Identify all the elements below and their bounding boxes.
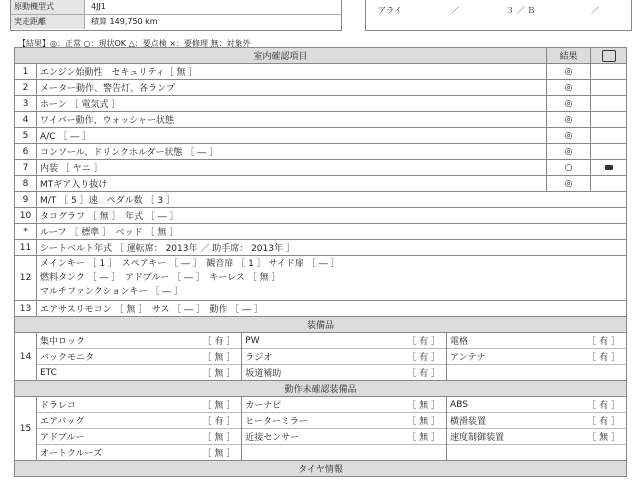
clipboard-header xyxy=(591,48,627,64)
row-text: メーター動作、警告灯、各ランプ xyxy=(37,80,547,96)
row-text: コンソール、ドリンクホルダー状態 ［ ― ］ xyxy=(37,144,547,160)
row-result: ◎ xyxy=(547,144,591,160)
row-text: ワイパー動作、ウォッシャー状態 xyxy=(37,112,547,128)
tire-header: タイヤ情報 xyxy=(15,461,627,477)
grid-item-name: エアバッグ xyxy=(37,413,174,429)
interior-row xyxy=(15,96,627,112)
alignment-label: アライ xyxy=(378,6,402,15)
grid-row xyxy=(37,429,626,445)
row-mark xyxy=(591,144,627,160)
row-mark xyxy=(591,176,627,192)
row-num: 10 xyxy=(15,208,37,224)
grid-item-value: ［ 無 ］ xyxy=(563,429,626,445)
grid-item-value xyxy=(563,365,626,381)
alignment-b: ３ ／ Ｂ xyxy=(506,6,536,15)
equipment-grid xyxy=(37,333,626,380)
inspection-table xyxy=(14,47,627,477)
row-num: 9 xyxy=(15,192,37,208)
row-text: タコグラフ ［ 無 ］ 年式 ［ ― ］ xyxy=(37,208,627,224)
grid-item-name: 横滑装置 xyxy=(447,413,563,429)
row-result: ○ xyxy=(547,160,591,176)
grid-item-value: ［ 有 ］ xyxy=(587,401,621,411)
grid-item-value xyxy=(563,445,626,461)
unverified-grid xyxy=(37,397,626,460)
keys-line-3: マルチファンクションキー ［ ― ］ xyxy=(40,287,184,297)
interior-row xyxy=(15,128,627,144)
unverified-cell xyxy=(37,397,627,461)
grid-item-name xyxy=(447,365,563,381)
unverified-num: 15 xyxy=(15,397,37,461)
alignment-box xyxy=(365,0,632,31)
grid-item-name: 速度制御装置 xyxy=(447,429,563,445)
row-mark xyxy=(591,80,627,96)
row-num: 12 xyxy=(15,256,37,301)
equipment-header: 装備品 xyxy=(15,317,627,333)
grid-item-value: ［ 無 ］ xyxy=(379,429,447,445)
grid-row xyxy=(37,365,626,381)
row-mark xyxy=(591,112,627,128)
grid-item-name: ETC xyxy=(37,365,174,381)
grid-row xyxy=(37,397,626,413)
grid-item-name: ラジオ xyxy=(242,349,379,365)
result-header: 結果 xyxy=(547,48,591,64)
grid-item-value: ［ 無 ］ xyxy=(407,401,441,411)
grid-item-name: ヒーターミラー xyxy=(242,413,379,429)
grid-row xyxy=(37,333,626,349)
row-text: シートベルト年式 ［ 運転席： 2013年 ／ 助手席： 2013年 ］ xyxy=(37,240,627,256)
row-result: ◎ xyxy=(547,64,591,80)
row-result: ◎ xyxy=(547,96,591,112)
grid-item-name: バックモニタ xyxy=(37,349,174,365)
row-mark xyxy=(591,128,627,144)
row-text: MTギア入り抜け xyxy=(37,176,547,192)
grid-item-name: 集中ロック xyxy=(40,337,85,347)
equipment-num: 14 xyxy=(15,333,37,381)
grid-item-name: 近接センサー xyxy=(242,429,379,445)
alignment-a: ／ xyxy=(451,6,459,15)
row-num: * xyxy=(15,224,37,240)
grid-item-name: ABS xyxy=(447,397,563,413)
engine-label: 原動機型式 xyxy=(11,0,85,14)
grid-item-name: 電格 xyxy=(447,333,563,349)
interior-row xyxy=(15,176,627,192)
grid-item-value: ［ 無 ］ xyxy=(174,349,242,365)
row-num: 8 xyxy=(15,176,37,192)
row-result: ◎ xyxy=(547,176,591,192)
equipment-cell xyxy=(37,333,627,381)
row-mark xyxy=(591,96,627,112)
grid-item-name xyxy=(447,445,563,461)
grid-item-value: ［ 無 ］ xyxy=(202,401,236,411)
grid-item-value: ［ 有 ］ xyxy=(174,413,242,429)
mileage-label: 実走距離 xyxy=(11,15,85,29)
row-text: エンジン始動性 セキュリティ［ 無 ］ xyxy=(37,64,547,80)
row-num: 2 xyxy=(15,80,37,96)
row-result: ◎ xyxy=(547,112,591,128)
row-result: ◎ xyxy=(547,128,591,144)
grid-item-value: ［ 無 ］ xyxy=(174,365,242,381)
clipboard-icon xyxy=(602,50,616,62)
row-text: 内装 ［ ヤニ ］ xyxy=(37,160,547,176)
interior-row xyxy=(15,160,627,176)
row-num: 13 xyxy=(15,301,37,317)
row-num: 7 xyxy=(15,160,37,176)
grid-row xyxy=(37,349,626,365)
row-text: ルーフ ［ 標準 ］ ベッド ［ 無 ］ xyxy=(37,224,627,240)
interior-row xyxy=(15,80,627,96)
engine-value: 4JJ1 xyxy=(91,2,106,11)
grid-item-name: ドラレコ xyxy=(40,401,77,411)
interior-header: 室内確認項目 xyxy=(15,48,547,64)
row-num: 4 xyxy=(15,112,37,128)
row-num: 6 xyxy=(15,144,37,160)
grid-item-name: アンテナ xyxy=(447,349,563,365)
row-text: A/C ［ ― ］ xyxy=(37,128,547,144)
grid-row xyxy=(37,445,626,461)
grid-item-value: ［ 有 ］ xyxy=(587,337,621,347)
grid-item-value: ［ 有 ］ xyxy=(563,349,626,365)
row-num: 1 xyxy=(15,64,37,80)
row-num: 3 xyxy=(15,96,37,112)
grid-item-name: PW xyxy=(242,333,379,349)
keys-cell xyxy=(37,256,627,301)
grid-item-name xyxy=(242,445,379,461)
grid-item-value: ［ 無 ］ xyxy=(174,429,242,445)
alignment-c: ／ xyxy=(591,6,599,15)
row-text: ホーン ［ 電気式 ］ xyxy=(37,96,547,112)
row-result: ◎ xyxy=(547,80,591,96)
grid-item-value: ［ 有 ］ xyxy=(379,349,447,365)
grid-item-name: アドブルー xyxy=(37,429,174,445)
row-mark xyxy=(591,160,627,176)
grid-item-value: ［ 有 ］ xyxy=(563,413,626,429)
grid-item-value xyxy=(379,445,447,461)
camera-icon xyxy=(605,165,613,170)
row-mark xyxy=(591,64,627,80)
grid-item-name: カーナビ xyxy=(242,397,379,413)
vehicle-info-box xyxy=(10,0,342,31)
keys-line-2: 燃料タンク ［ ― ］ アドブルー ［ ― ］ キーレス ［ 無 ］ xyxy=(40,273,281,283)
interior-row xyxy=(15,64,627,80)
mileage-value: 積算 149,750 km xyxy=(91,17,158,26)
top-info-area xyxy=(10,0,630,30)
interior-row xyxy=(15,112,627,128)
row-text: M/T ［ 5 ］速 ペダル数 ［ 3 ］ xyxy=(37,192,627,208)
grid-item-name: 坂道補助 xyxy=(242,365,379,381)
grid-item-name: オートクルーズ xyxy=(37,445,174,461)
row-text: エアサスリモコン ［ 無 ］ サス ［ ― ］ 動作 ［ ― ］ xyxy=(37,301,627,317)
row-num: 5 xyxy=(15,128,37,144)
grid-item-value: ［ 無 ］ xyxy=(379,413,447,429)
row-num: 11 xyxy=(15,240,37,256)
interior-row xyxy=(15,144,627,160)
unverified-header: 動作未確認装備品 xyxy=(15,381,627,397)
keys-line-1: メインキー ［ 1 ］ スペアキー ［ ― ］ 観音扉 ［ 1 ］ サイド扉 ［ ― ］ xyxy=(40,259,340,269)
grid-item-value: ［ 無 ］ xyxy=(174,445,242,461)
grid-row xyxy=(37,413,626,429)
result-legend: 【結果】◎：正常 ○：現状OK △：要点検 ×：要修理 無：対象外 xyxy=(18,39,251,48)
grid-item-value: ［ 有 ］ xyxy=(202,337,236,347)
grid-item-value: ［ 有 ］ xyxy=(379,365,447,381)
grid-item-value: ［ 有 ］ xyxy=(407,337,441,347)
